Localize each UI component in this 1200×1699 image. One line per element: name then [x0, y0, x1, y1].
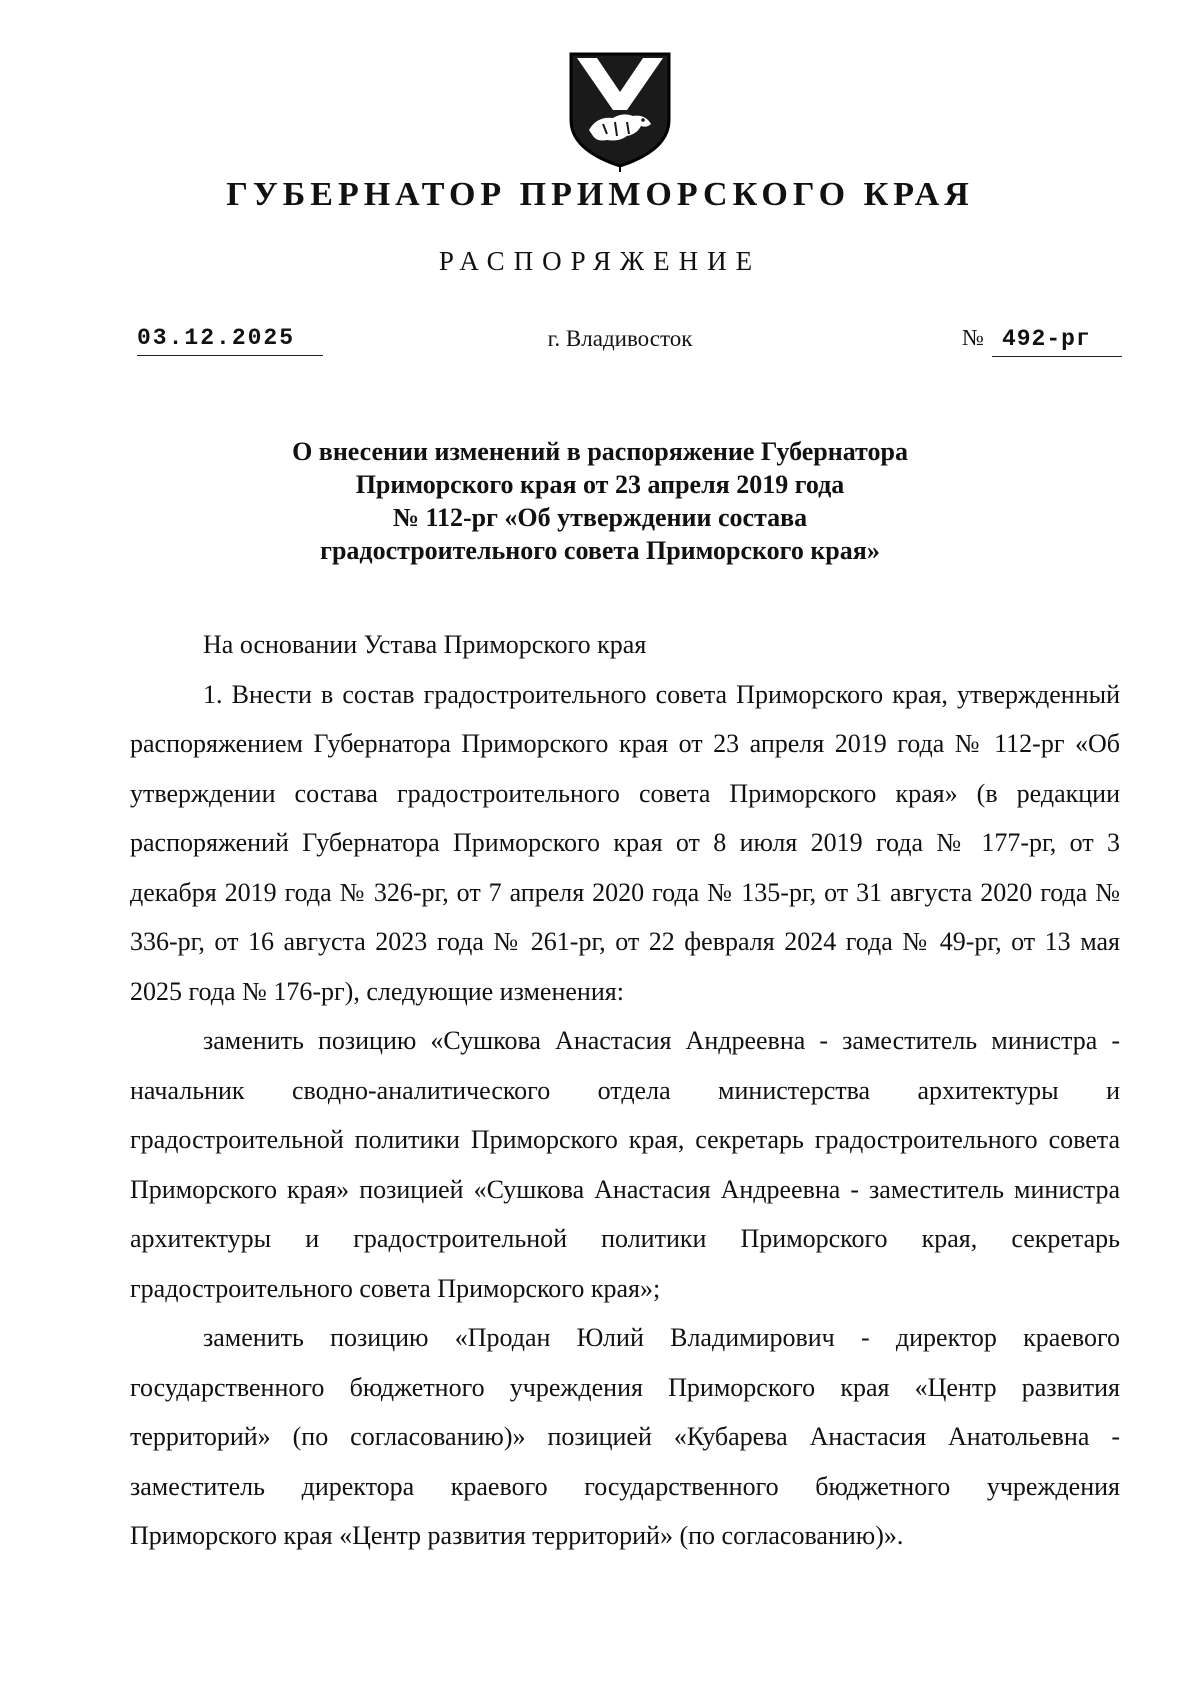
coat-of-arms-icon: [567, 50, 673, 172]
document-number: [962, 325, 1122, 355]
change-1-paragraph: заменить позицию «Сушкова Анастасия Андреевна - заместитель министра - начальник сводно-аналитического отдела министерства архитектуры и градостроительной политики Приморского края, секретарь градостроительного совета Приморского края» позицией «Сушкова Анастасия Андреевна - заместитель министра архитектуры и градостроительной политики Приморского края, секретарь градостроительного совета Приморского края»;: [130, 1026, 1120, 1303]
document-title: [180, 435, 1020, 567]
item-1-paragraph: 1. Внести в состав градостроительного совета Приморского края, утвержденный распоряжением Губернатора Приморского края от 23 апреля 2019 года № 112-рг «Об утверждении состава градостроительного совета Приморского края» (в редакции распоряжений Губернатора Приморского края от 8 июля 2019 года № 177-рг, от 3 декабря 2019 года № 326-рг, от 7 апреля 2020 года № 135-рг, от 31 августа 2020 года № 336-рг, от 16 августа 2023 года № 261-рг, от 22 февраля 2024 года № 49-рг, от 13 мая 2025 года № 176-рг), следующие изменения:: [130, 679, 1120, 1006]
number-sign: №: [962, 325, 984, 350]
document-city: г. Владивосток: [547, 326, 693, 351]
basis-paragraph: На основании Устава Приморского края: [203, 630, 647, 659]
title-line: градостроительного совета Приморского края»: [320, 536, 880, 565]
issuer-heading: ГУБЕРНАТОР ПРИМОРСКОГО КРАЯ: [226, 176, 974, 213]
title-line: № 112-рг «Об утверждении состава: [392, 503, 808, 532]
document-type: РАСПОРЯЖЕНИЕ: [438, 246, 762, 276]
document-body: [130, 620, 1120, 1561]
title-line: О внесении изменений в распоряжение Губернатора: [292, 437, 908, 466]
number-value: 492-рг: [992, 326, 1122, 357]
title-line: Приморского края от 23 апреля 2019 года: [355, 470, 845, 499]
change-2-paragraph: заменить позицию «Продан Юлий Владимирович - директор краевого государственного бюджетного учреждения Приморского края «Центр развития территорий» (по согласованию)» позицией «Кубарева Анастасия Анатольевна - заместитель директора краевого государственного бюджетного учреждения Приморского края «Центр развития территорий» (по согласованию)».: [130, 1323, 1120, 1550]
document-date: 03.12.2025: [137, 325, 323, 356]
